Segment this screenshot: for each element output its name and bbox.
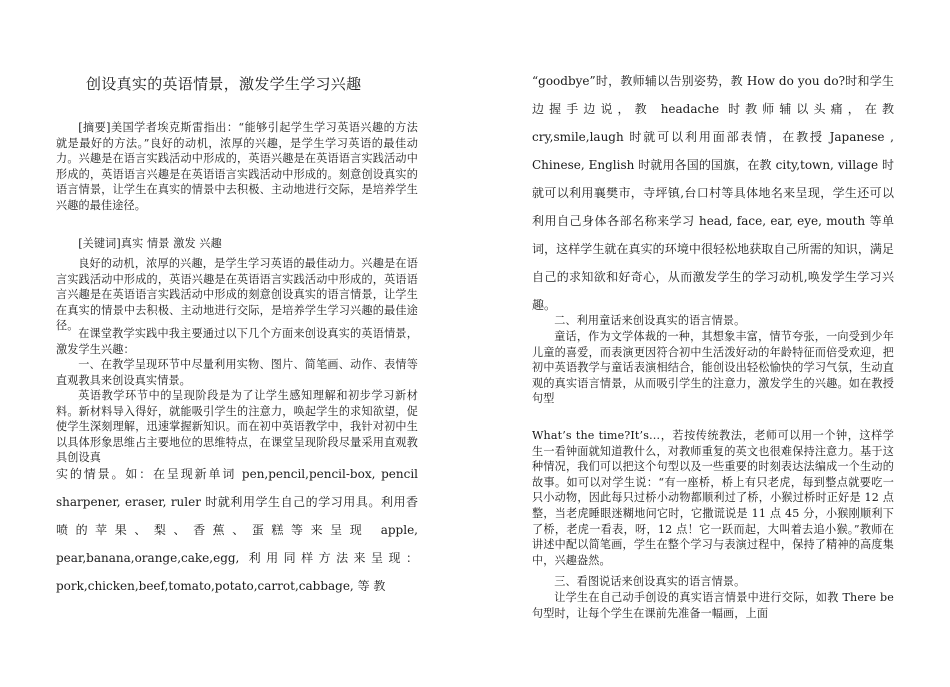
document-title: 创设真实的英语情景，激发学生学习兴趣 xyxy=(86,75,362,93)
paragraph-2: 童话，作为文学体裁的一种，其想象丰富，情节夸张，一向受到少年儿童的喜爱，而表演更因符合初中生活泼好动的年龄特征而倍受欢迎，把初中英语教学与童话表演相结合，能创设出轻松愉快的学习气氛，生动直观的真实语言情景，从而吸引学生的注意力，激发学生的兴趣。如在教授 句型 xyxy=(532,330,894,406)
paragraph-3: 让学生在自己动手创设的真实语言情景中进行交际，如教 There be 句型时，让每个学生在课前先准备一幅画，上面 xyxy=(532,591,894,620)
section-3-heading: 三、看图说话来创设真实的语言情景。 xyxy=(554,575,746,588)
paragraph-1: 英语教学环节中的呈现阶段是为了让学生感知理解和初步学习新材料。新材料导入得好，就能吸引学生的注意力，唤起学生的求知欲望，促使学生深刻理解，迅速掌握新知识。而在初中英语教学中，我针对初中生以具体形象思维占主要地位的思维特点，在课堂呈现阶段尽量采用直观教具创设真 xyxy=(56,389,418,465)
continued-paragraph: “goodbye”时，教师辅以告别姿势，教 How do you do?时和学生边握手边说，教 headache 时教师辅以头痛，在教 cry,smile,laugh 时就可以利用面部表情，在教授 Japanese , Chinese, English 时就用各国的国旗，在教 city,town, village 时就可以利用襄樊市，寺坪镇,台口村等具体地名来呈现，学生还可以利用自己身体各部名称来学习 head, face, ear, eye, mouth 等单词，这样学生就在真实的环境中很轻松地获取自己所需的知识，满足自己的求知欲和好奇心，从而激发学生的学习动机,唤发学生学习兴趣。 xyxy=(532,74,894,312)
section-2-heading: 二、利用童话来创设真实的语言情景。 xyxy=(554,314,746,327)
intro-paragraph: 良好的动机，浓厚的兴趣，是学生学习英语的最佳动力。兴趣是在语言实践活动中形成的，英语兴趣是在英语语言实践活动中形成的，英语语言兴趣是在英语语言实践活动中形成的刻意创设真实的语言情景，让学生在真实的情景中去积极、主动地进行交际，是培养学生学习兴趣的最佳途径。 xyxy=(56,257,418,333)
keywords: [关键词]真实 情景 激发 兴趣 xyxy=(78,237,222,250)
practice-paragraph: 在课堂教学实践中我主要通过以下几个方面来创设真实的英语情景，激发学生兴趣： xyxy=(56,327,418,356)
paragraph-2-middle: What’s the time?It’s…，若按传统教法，老师可以用一个钟，这样学生一看钟面就知道教什么，对教师重复的英文也很难保持注意力。基于这种情况，我们可以把这个句型以及一些重要的时刻表达法编成一个生动的故事。如可以对学生说：“有一座桥，桥上有只老虎，每到整点就要吃一只小动物，因此每只过桥小动物都顺利过了桥，小猴过桥时正好是 12 点整，当老虎睡眼迷糊地问它时，它撒谎说是 11 点 45 分，小猴刚顺利下了桥，老虎一看表，呀，12 点！它一跃而起，大叫着去追小猴。”教师在讲述中配以简笔画，学生在整个学习与表演过程中，保持了精神的高度集中，兴趣盎然。 xyxy=(532,429,894,567)
paragraph-1-end: 实的情景。如：在呈现新单词 pen,pencil,pencil-box, pencil sharpener, eraser, ruler 时就利用学生自己的学习用具。利用香喷的苹果、梨、香蕉、蛋糕等来呈现 apple, pear,banana,orange,cake,egg, 利用同样方法来呈现：pork,chicken,beef,tomato,potato,carrot,cabbage, 等 教 xyxy=(56,467,418,593)
abstract: [摘要]美国学者埃克斯雷指出：“能够引起学生学习英语兴趣的方法就是最好的方法。”良好的动机，浓厚的兴趣，是学生学习英语的最佳动力。兴趣是在语言实践活动中形成的，英语兴趣是在英语语言实践活动中形成的，英语语言兴趣是在英语语言实践活动中形成的。刻意创设真实的语言情景，让学生在真实的情景中去积极、主动地进行交际，是培养学生兴趣的最佳途径。 xyxy=(56,121,418,212)
section-1-heading: 一、在教学呈现环节中尽量利用实物、图片、简笔画、动作、表情等直观教具来创设真实情景。 xyxy=(56,358,418,387)
